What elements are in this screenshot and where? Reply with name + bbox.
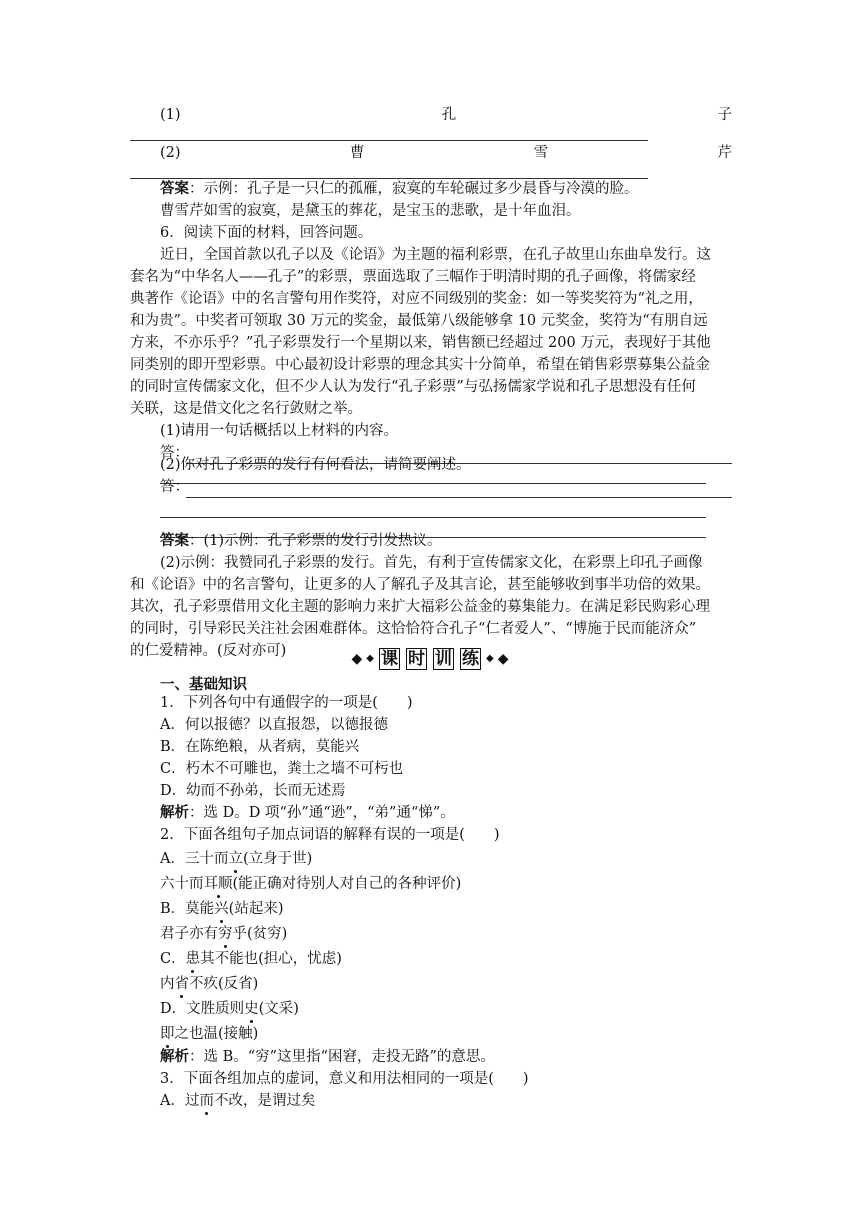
banner-char: 训: [435, 649, 452, 669]
q6-passage-line: 同类别的即开型彩票。中心最初设计彩票的理念其实十分简单，希望在销售彩票募集公益金: [130, 357, 710, 373]
banner-char: 练: [462, 649, 479, 669]
diamond-icon: ◆: [351, 651, 363, 667]
question-2-option-c-1: C．患其不能也(担心，忧虑): [160, 948, 732, 970]
dotted-word: 史: [244, 998, 259, 1020]
q6-answer-line: 其次，孔子彩票借用文化主题的影响力来扩大福彩公益金的募集能力。在满足彩民购彩心理: [130, 599, 710, 615]
question-2-option-d-1: D．文胜质则史(文采): [160, 998, 732, 1020]
answer-prompt: 答：: [160, 445, 189, 461]
q6-sub-question-1: (1)请用一句话概括以上材料的内容。: [160, 423, 399, 439]
question-2-stem: 2．下面各组句子加点词语的解释有误的一项是( ): [160, 827, 500, 843]
question-1-option-d: D．幼而不孙弟，长而无述焉: [160, 783, 346, 799]
question-2-option-a-1: A．三十而立(立身于世): [160, 848, 732, 870]
q5-line-1: (1) 孔 子: [160, 107, 732, 123]
q6-answer-line: 的仁爱精神。(反对亦可): [130, 643, 287, 659]
question-2-option-d-2: 即之也温(接触): [160, 1023, 732, 1045]
question-1-option-b: B．在陈绝粮，从者病，莫能兴: [160, 739, 360, 755]
question-1-stem: 1．下列各句中有通假字的一项是( ): [160, 695, 413, 711]
question-2-option-b-2: 君子亦有穷乎(贫穷): [160, 923, 732, 945]
question-3-stem: 3．下面各组加点的虚词，意义和用法相同的一项是( ): [160, 1071, 529, 1087]
dotted-word: 耳顺: [204, 873, 233, 895]
q6-passage-line: 关联，这是借文化之名行敛财之举。: [130, 401, 362, 417]
blank-line: [160, 517, 706, 518]
section-title: 一、基础知识: [160, 676, 247, 693]
q5-answer-line-1: 答案：示例：孔子是一只仁的孤雁，寂寞的车轮碾过多少晨昏与冷漠的脸。: [160, 180, 639, 197]
dotted-word: 穷: [218, 923, 233, 945]
q6-passage-line: 套名为“中华名人——孔子”的彩票，票面选取了三幅作于明清时期的孔子画像，将儒家经: [130, 269, 696, 285]
diamond-small-icon: ◆: [366, 653, 374, 664]
q6-passage-line: 的同时宣传儒家文化，但不少人认为发行“孔子彩票”与弘扬儒家学说和孔子思想没有任何: [130, 379, 696, 395]
dotted-word: 立: [228, 848, 243, 870]
blank-line: [160, 483, 706, 484]
question-2-option-b-1: B．莫能兴(站起来): [160, 898, 732, 920]
q6-answer-line-1: 答案：(1)示例：孔子彩票的发行引发热议。: [160, 532, 442, 549]
q6-passage-line: 方来，不亦乐乎？”孔子彩票发行一个星期以来，销售额已经超过 200 万元，表现好于其他: [130, 335, 711, 351]
dotted-word: 兴: [214, 898, 229, 920]
question-2-analysis: 解析：选 B。“穷”这里指“困窘，走投无路”的意思。: [160, 1048, 495, 1065]
dotted-word: 即: [160, 1023, 175, 1045]
dotted-word: 省: [175, 973, 190, 995]
banner-char: 课: [381, 649, 398, 669]
question-1-option-a: A．何以报德？以直报怨，以德报德: [160, 717, 388, 733]
section-banner: [300, 646, 560, 672]
q6-answer-line: (2)示例：我赞同孔子彩票的发行。首先，有利于宣传儒家文化，在彩票上印孔子画像: [160, 555, 703, 571]
question-1-option-c: C．朽木不可雕也，粪土之墙不可杇也: [160, 761, 404, 777]
question-1-analysis: 解析：选 D。D 项“孙”通“逊”，“弟”通“悌”。: [160, 804, 455, 821]
diamond-small-icon: ◆: [486, 653, 494, 664]
q6-answer-line: 的同时，引导彩民关注社会困难群体。这恰恰符合孔子“仁者爱人”、“博施于民而能济众”: [130, 621, 697, 637]
dotted-word: 患: [186, 948, 201, 970]
blank-line: [130, 140, 648, 141]
blank-line: [186, 497, 732, 498]
q6-sub-question-2: (2)你对孔子彩票的发行有何看法，请简要阐述。: [160, 457, 471, 473]
q6-passage-line: 和为贵”。中奖者可领取 30 万元的奖金，最低第八级能够拿 10 元奖金，奖符为“有朋自远: [130, 313, 708, 329]
q6-passage-line: 近日，全国首款以孔子以及《论语》为主题的福利彩票，在孔子故里山东曲阜发行。这: [160, 247, 711, 263]
question-2-option-c-2: 内省不疚(反省): [160, 973, 732, 995]
question-2-option-a-2: 六十而耳顺(能正确对待别人对自己的各种评价): [160, 873, 732, 895]
answer-prompt: 答：: [160, 479, 189, 495]
banner-char: 时: [408, 649, 425, 669]
q6-title: 6．阅读下面的材料，回答问题。: [160, 225, 373, 241]
q5-answer-line-2: 曹雪芹如雪的寂寞，是黛玉的葬花，是宝玉的悲歌，是十年血泪。: [160, 203, 581, 219]
dotted-word: 而: [199, 1090, 214, 1112]
q5-line-2: (2) 曹 雪 芹: [160, 145, 732, 161]
q6-answer-line: 和《论语》中的名言警句，让更多的人了解孔子及其言论，甚至能够收到事半功倍的效果。: [130, 577, 710, 593]
diamond-icon: ◆: [497, 651, 509, 667]
question-3-option-a: A．过而不改，是谓过矣: [160, 1090, 732, 1112]
q6-passage-line: 典著作《论语》中的名言警句用作奖符，对应不同级别的奖金：如一等奖奖符为“礼之用，: [130, 291, 703, 307]
